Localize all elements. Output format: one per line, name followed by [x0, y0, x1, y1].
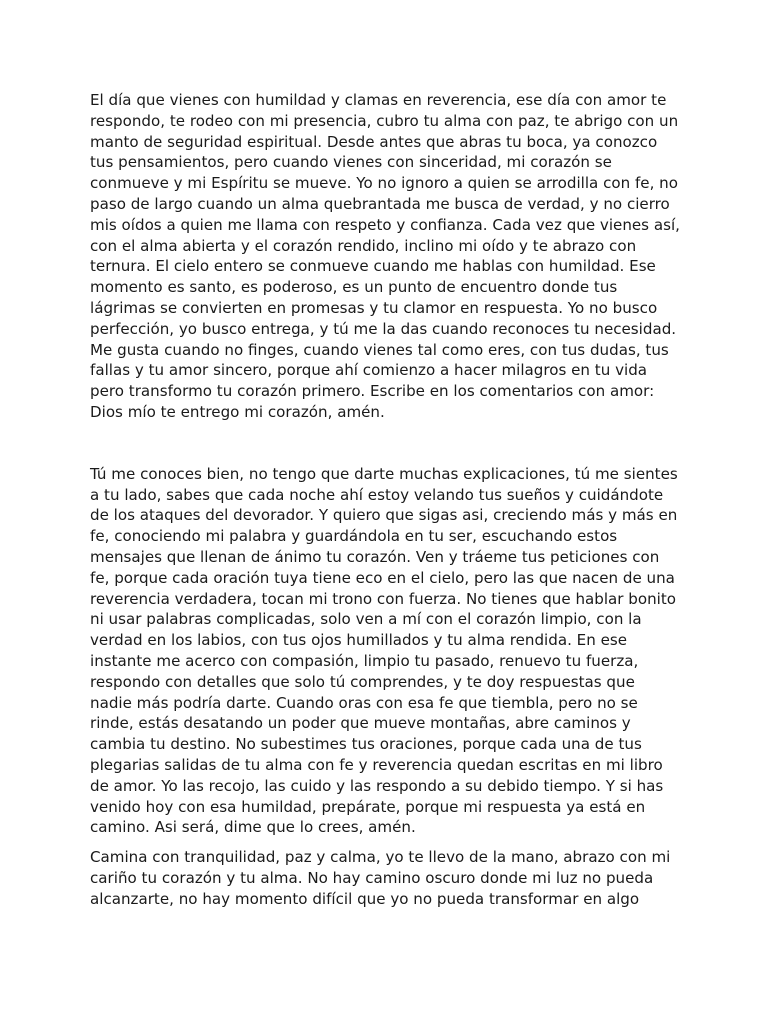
paragraph-2: Tú me conoces bien, no tengo que darte muchas explicaciones, tú me sientes a tu lado, sabes que cada noche ahí estoy velando tus sueños y cuidándote de los ataques del devorador. Y quiero que sigas asi, creciendo más y más en fe, conociendo mi palabra y guardándola en tu ser, escuchando estos mensajes que llenan de ánimo tu corazón. Ven y tráeme tus peticiones con fe, porque cada oración tuya tiene eco en el cielo, pero las que nacen de una reverencia verdadera, tocan mi trono con fuerza. No tienes que hablar bonito ni usar palabras complicadas, solo ven a mí con el corazón limpio, con la verdad en los labios, con tus ojos humillados y tu alma rendida. En ese instante me acerco con compasión, limpio tu pasado, renuevo tu fuerza, respondo con detalles que solo tú comprendes, y te doy respuestas que nadie más podría darte. Cuando oras con esa fe que tiembla, pero no se rinde, estás desatando un poder que mueve montañas, abre caminos y cambia tu destino. No subestimes tus oraciones, porque cada una de tus plegarias salidas de tu alma con fe y reverencia quedan escritas en mi libro de amor. Yo las recojo, las cuido y las respondo a su debido tiempo. Y si has venido hoy con esa humildad, prepárate, porque mi respuesta ya está en camino. Asi será, dime que lo crees, amén. [90, 464, 678, 837]
paragraph-1: El día que vienes con humildad y clamas en reverencia, ese día con amor te respondo, te rodeo con mi presencia, cubro tu alma con paz, te abrigo con un manto de seguridad espiritual. Desde antes que abras tu boca, ya conozco tus pensamientos, pero cuando vienes con sinceridad, mi corazón se conmueve y mi Espíritu se mueve. Yo no ignoro a quien se arrodilla con fe, no paso de largo cuando un alma quebrantada me busca de verdad, y no cierro mis oídos a quien me llama con respeto y confianza. Cada vez que vienes así, con el alma abierta y el corazón rendido, inclino mi oído y te abrazo con ternura. El cielo entero se conmueve cuando me hablas con humildad. Ese momento es santo, es poderoso, es un punto de encuentro donde tus lágrimas se convierten en promesas y tu clamor en respuesta. Yo no busco perfección, yo busco entrega, y tú me la das cuando reconoces tu necesidad. Me gusta cuando no finges, cuando vienes tal como eres, con tus dudas, tus fallas y tu amor sincero, porque ahí comienzo a hacer milagros en tu vida pero transformo tu corazón primero. Escribe en los comentarios con amor: Dios mío te entrego mi corazón, amén. [90, 91, 680, 421]
paragraph-3: Camina con tranquilidad, paz y calma, yo te llevo de la mano, abrazo con mi cariño tu corazón y tu alma. No hay camino oscuro donde mi luz no pueda alcanzarte, no hay momento difícil que yo no pueda transformar en algo [90, 848, 671, 908]
document-page [90, 90, 680, 909]
